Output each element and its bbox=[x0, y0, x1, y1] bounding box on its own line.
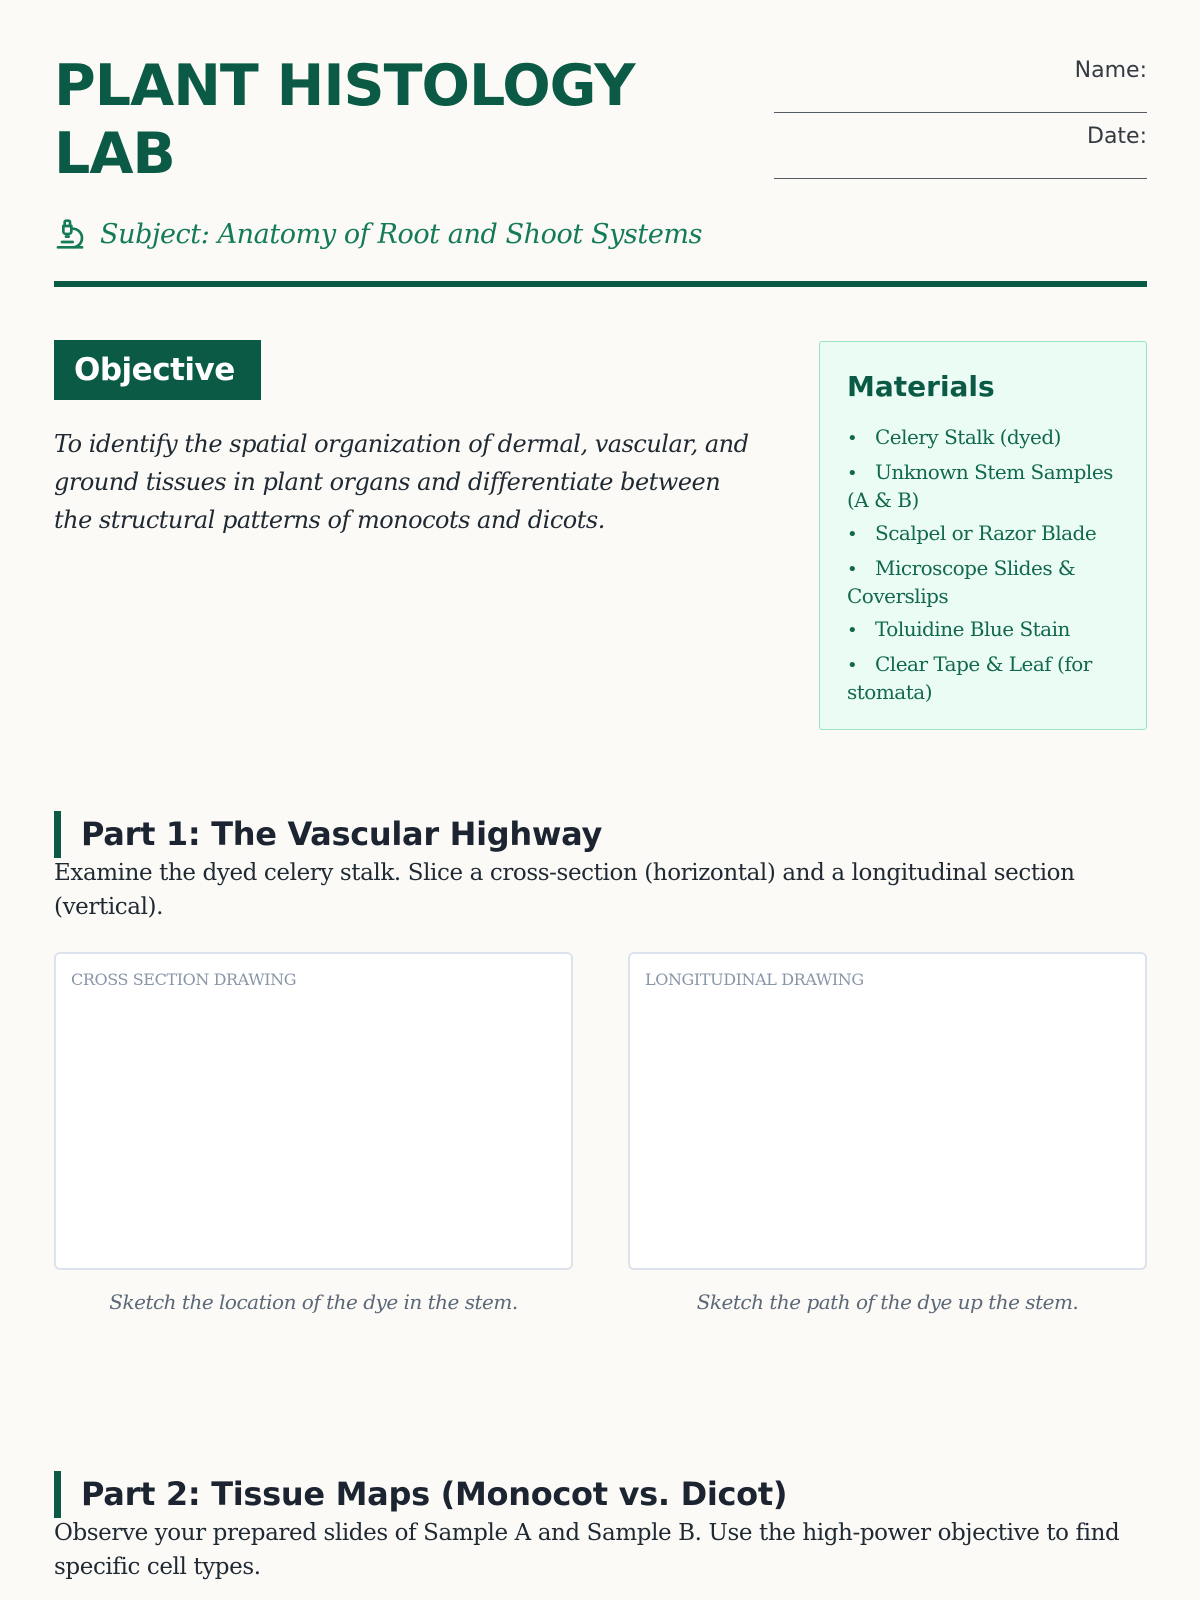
name-field[interactable] bbox=[774, 58, 1147, 113]
materials-item bbox=[847, 616, 1122, 644]
subject-line bbox=[54, 214, 702, 254]
longitudinal-drawing-area[interactable] bbox=[628, 952, 1147, 1270]
materials-item bbox=[847, 424, 1122, 452]
bullet-icon: • bbox=[847, 524, 858, 545]
drawing-label: LONGITUDINAL DRAWING bbox=[645, 970, 864, 989]
part1-instructions: Examine the dyed celery stalk. Slice a cross-section (horizontal) and a longitudinal section (vertical). bbox=[54, 860, 1075, 920]
cross-section-caption: Sketch the location of the dye in the stem. bbox=[109, 1290, 518, 1314]
bullet-icon: • bbox=[847, 463, 858, 484]
date-label: Date: bbox=[1087, 124, 1147, 149]
drawing-label: CROSS SECTION DRAWING bbox=[71, 970, 297, 989]
materials-item-label: Toluidine Blue Stain bbox=[875, 617, 1070, 641]
materials-item-label: Unknown Stem Samples (A & B) bbox=[847, 460, 1113, 512]
materials-item bbox=[847, 555, 1122, 609]
objective-text: To identify the spatial organization of dermal, vascular, and ground tissues in plant organs and differentiate between the structural patterns of monocots and dicots. bbox=[54, 430, 749, 534]
materials-item-label: Clear Tape & Leaf (for stomata) bbox=[847, 652, 1092, 704]
materials-item bbox=[847, 651, 1122, 705]
materials-item bbox=[847, 459, 1122, 513]
microscope-icon bbox=[54, 218, 86, 250]
materials-item-label: Scalpel or Razor Blade bbox=[875, 521, 1097, 545]
objective-heading: Objective bbox=[54, 340, 261, 400]
materials-item-label: Microscope Slides & Coverslips bbox=[847, 556, 1076, 608]
part2-heading: Part 2: Tissue Maps (Monocot vs. Dicot) bbox=[54, 1471, 787, 1518]
page-title: PLANT HISTOLOGY LAB bbox=[54, 53, 635, 187]
cross-section-drawing-area[interactable] bbox=[54, 952, 573, 1270]
part1-heading: Part 1: The Vascular Highway bbox=[54, 811, 602, 858]
materials-item bbox=[847, 520, 1122, 548]
name-label: Name: bbox=[1074, 58, 1147, 83]
lab-worksheet bbox=[54, 0, 1147, 1600]
materials-list bbox=[847, 424, 1122, 705]
materials-title: Materials bbox=[847, 370, 995, 403]
materials-box bbox=[819, 341, 1147, 730]
date-field[interactable] bbox=[774, 124, 1147, 179]
bullet-icon: • bbox=[847, 559, 858, 580]
header-divider bbox=[54, 281, 1147, 287]
bullet-icon: • bbox=[847, 620, 858, 641]
bullet-icon: • bbox=[847, 428, 858, 449]
part2-instructions: Observe your prepared slides of Sample A and Sample B. Use the high-power objective to find specific cell types. bbox=[54, 1520, 1120, 1580]
subject-text: Subject: Anatomy of Root and Shoot Systems bbox=[100, 218, 703, 250]
bullet-icon: • bbox=[847, 655, 858, 676]
materials-item-label: Celery Stalk (dyed) bbox=[875, 425, 1061, 449]
longitudinal-caption: Sketch the path of the dye up the stem. bbox=[696, 1290, 1079, 1314]
